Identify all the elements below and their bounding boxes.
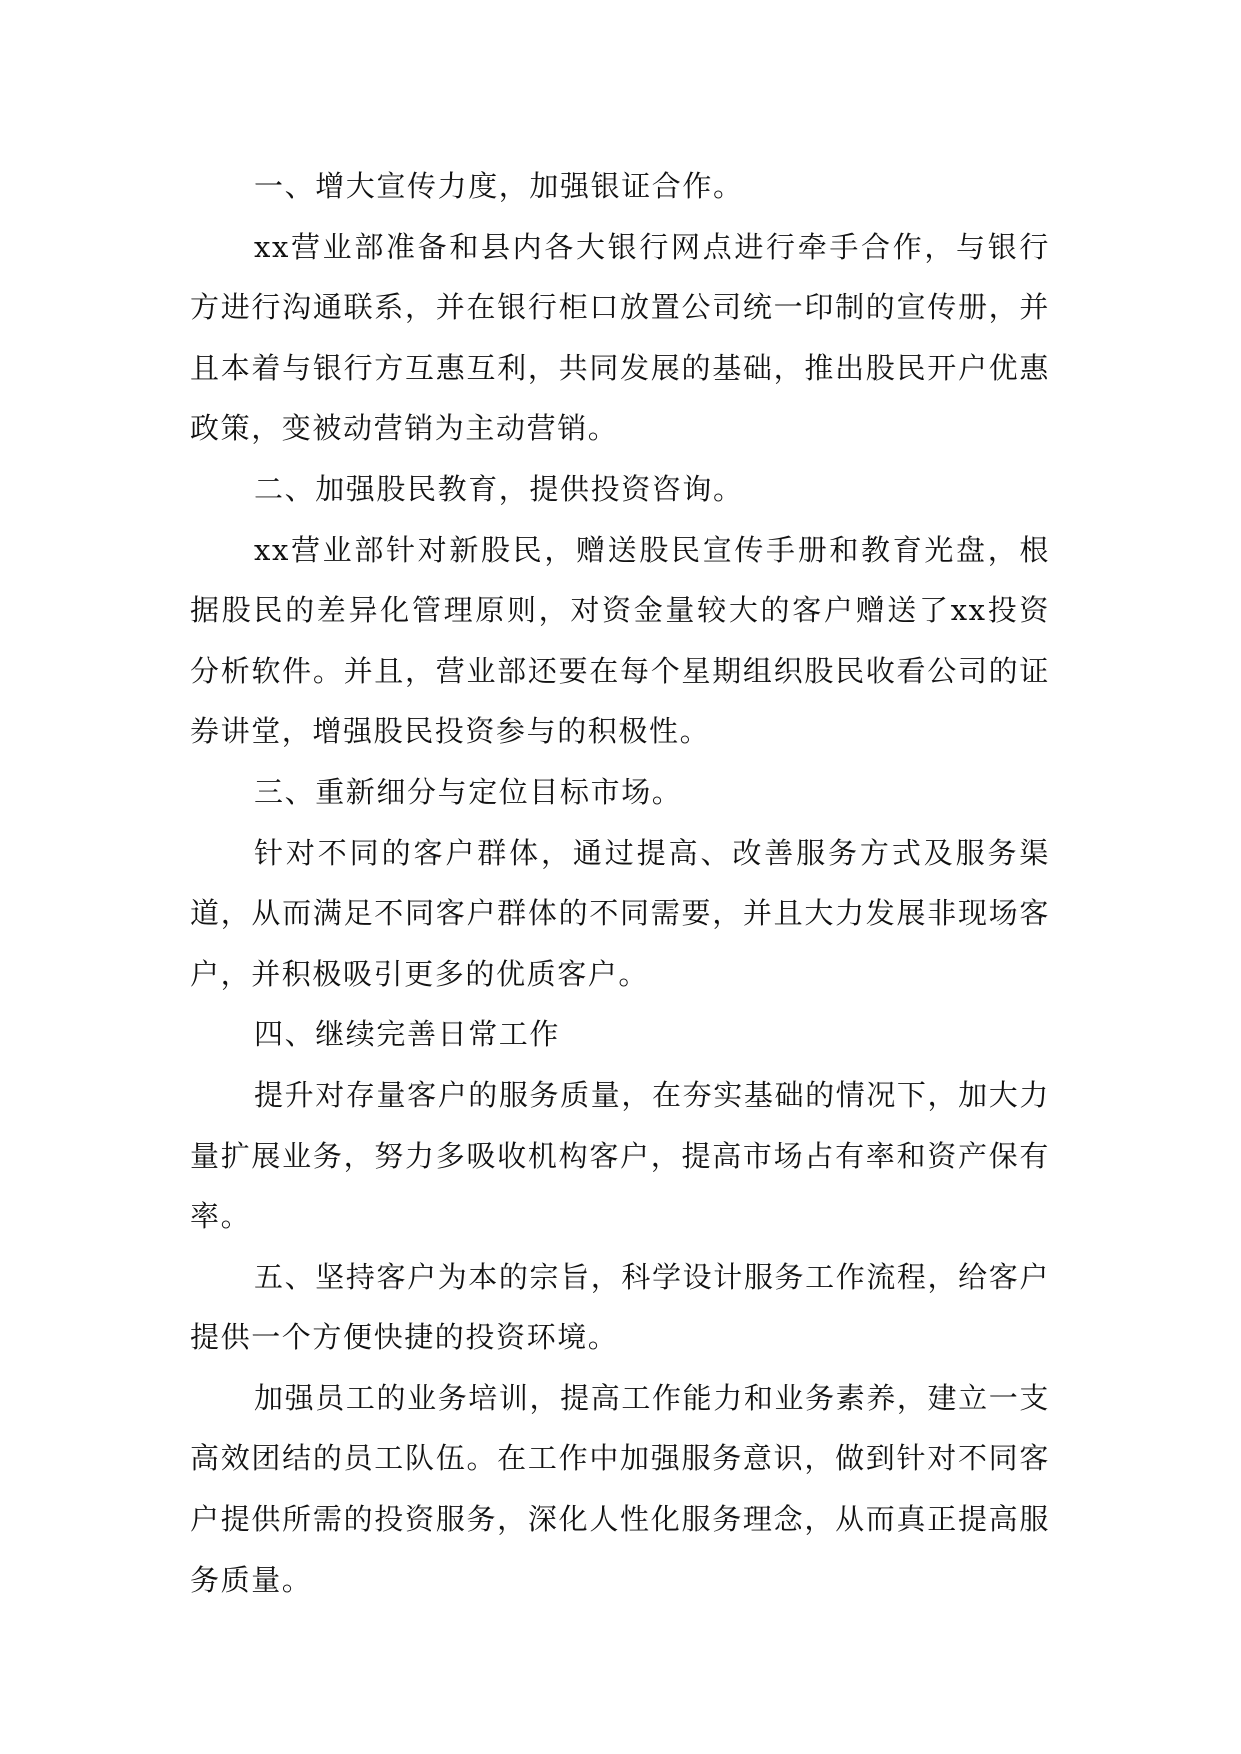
paragraph-1: xx营业部准备和县内各大银行网点进行牵手合作，与银行方进行沟通联系，并在银行柜口放置公司统一印制的宣传册，并且本着与银行方互惠互利，共同发展的基础，推出股民开户优惠政策，变被动营销为主动营销。 xyxy=(190,229,1050,446)
paragraph-3: 针对不同的客户群体，通过提高、改善服务方式及服务渠道，从而满足不同客户群体的不同需要，并且大力发展非现场客户，并积极吸引更多的优质客户。 xyxy=(190,835,1050,991)
heading-4: 四、继续完善日常工作 xyxy=(254,1017,561,1052)
paragraph-4: 提升对存量客户的服务质量，在夯实基础的情况下，加大力量扩展业务，努力多吸收机构客户，提高市场占有率和资产保有率。 xyxy=(190,1077,1050,1234)
heading-3: 三、重新细分与定位目标市场。 xyxy=(254,774,683,809)
heading-5: 五、坚持客户为本的宗旨，科学设计服务工作流程，给客户提供一个方便快捷的投资环境。 xyxy=(190,1259,1050,1355)
paragraph-5: 加强员工的业务培训，提高工作能力和业务素养，建立一支高效团结的员工队伍。在工作中加强服务意识，做到针对不同客户提供所需的投资服务，深化人性化服务理念，从而真正提高服务质量。 xyxy=(190,1380,1050,1597)
heading-2: 二、加强股民教育，提供投资咨询。 xyxy=(254,471,744,506)
document-body xyxy=(190,156,1050,1610)
heading-1: 一、增大宣传力度，加强银证合作。 xyxy=(254,169,744,203)
paragraph-2: xx营业部针对新股民，赠送股民宣传手册和教育光盘，根据股民的差异化管理原则，对资金量较大的客户赠送了xx投资分析软件。并且，营业部还要在每个星期组织股民收看公司的证券讲堂，增强股民投资参与的积极性。 xyxy=(190,532,1050,749)
